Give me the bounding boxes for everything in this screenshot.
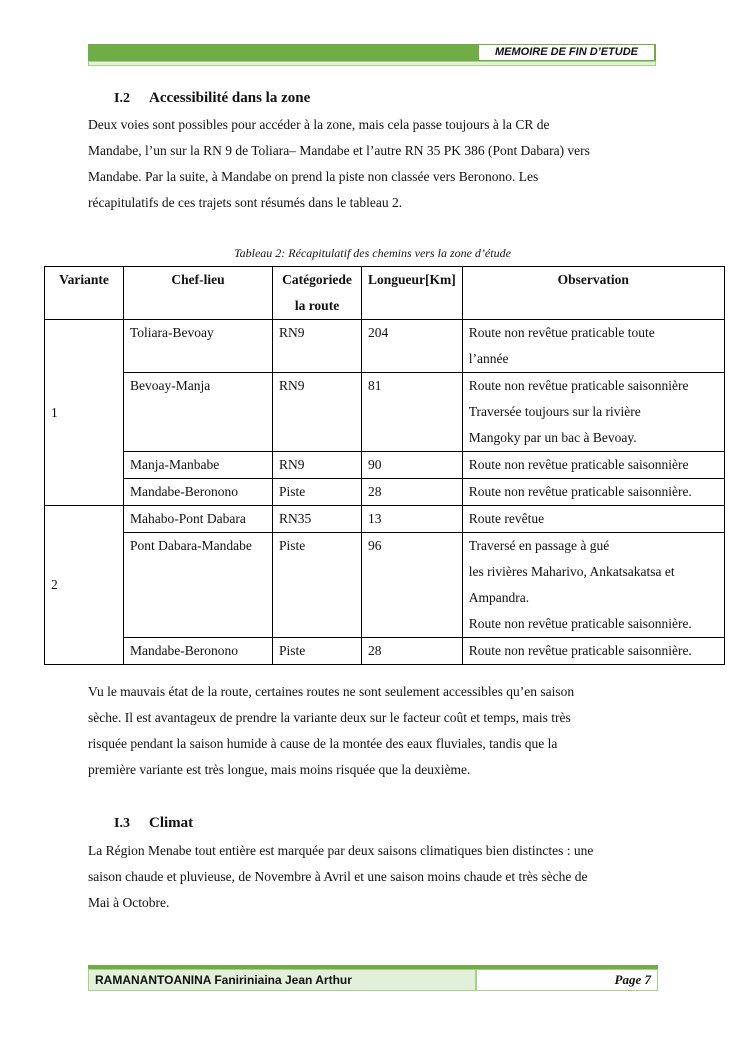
cell-observation (462, 506, 724, 533)
footer-page-number: Page 7 (476, 969, 658, 991)
footer-author: RAMANANTOANINA Faniriniaina Jean Arthur (88, 969, 476, 991)
observation-line: Route non revêtue praticable saisonnière. (468, 484, 692, 499)
observation-line: Route non revêtue praticable saisonnière (468, 457, 689, 472)
header-categorie: Catégoriede la route (273, 267, 362, 320)
observation-line: Traversé en passage à gué (468, 538, 610, 553)
header-chef-lieu: Chef-lieu (124, 267, 273, 320)
text-line: récapitulatifs de ces trajets sont résumés dans le tableau 2. (88, 195, 403, 210)
section-title: Accessibilité dans la zone (149, 90, 311, 106)
cell-categorie: RN9 (273, 373, 362, 452)
header-longueur: Longueur[Km] (362, 267, 463, 320)
cell-observation (462, 533, 724, 638)
header-title: MEMOIRE DE FIN D’ETUDE (478, 44, 655, 61)
cell-observation (462, 638, 724, 665)
observation-line: les rivières Maharivo, Ankatsakatsa et (468, 564, 675, 579)
cell-longueur: 96 (362, 533, 463, 638)
cell-longueur: 90 (362, 452, 463, 479)
text-line: Deux voies sont possibles pour accéder à la zone, mais cela passe toujours à la CR de (88, 117, 550, 132)
cell-longueur: 28 (362, 479, 463, 506)
observation-line: Traversée toujours sur la rivière (468, 404, 641, 419)
header-variante: Variante (45, 267, 124, 320)
cell-longueur: 81 (362, 373, 463, 452)
section-title: Climat (149, 815, 194, 831)
paragraph (88, 838, 593, 916)
cell-variante: 2 (45, 506, 124, 665)
observation-line: Route non revêtue praticable saisonnière. (468, 643, 692, 658)
text-line: première variante est très longue, mais moins risquée que la deuxième. (88, 762, 471, 777)
text-line: Mandabe, l’un sur la RN 9 de Toliara– Mandabe et l’autre RN 35 PK 386 (Pont Dabara) vers (88, 143, 590, 158)
paragraph (88, 112, 590, 216)
cell-chef-lieu: Toliara-Bevoay (124, 320, 273, 373)
cell-longueur: 28 (362, 638, 463, 665)
cell-categorie: Piste (273, 533, 362, 638)
cell-categorie: RN9 (273, 320, 362, 373)
table-row (45, 506, 725, 533)
header-underline (88, 61, 656, 66)
observation-line: Route non revêtue praticable toute (468, 325, 655, 340)
table-row (45, 452, 725, 479)
table-row (45, 320, 725, 373)
cell-observation (462, 452, 724, 479)
cell-chef-lieu: Bevoay-Manja (124, 373, 273, 452)
cell-chef-lieu: Mandabe-Beronono (124, 638, 273, 665)
table-caption: Tableau 2: Récapitulatif des chemins vers la zone d’étude (234, 246, 511, 260)
observation-line: Route non revêtue praticable saisonnière (468, 378, 689, 393)
text-line: saison chaude et pluvieuse, de Novembre à Avril et une saison moins chaude et très sèche de (88, 869, 588, 884)
header-observation: Observation (462, 267, 724, 320)
cell-observation (462, 320, 724, 373)
section-heading (114, 90, 310, 107)
observation-line: l’année (468, 351, 509, 366)
text-line: La Région Menabe tout entière est marquée par deux saisons climatiques bien distinctes : une (88, 843, 594, 858)
section-heading (114, 815, 193, 832)
observation-line: Route non revêtue praticable saisonnière. (468, 616, 692, 631)
table-row (45, 479, 725, 506)
table-row (45, 373, 725, 452)
table-header-row (45, 267, 725, 320)
observation-line: Ampandra. (468, 590, 530, 605)
section-number: I.2 (114, 91, 130, 106)
observation-line: Mangoky par un bac à Bevoay. (468, 430, 637, 445)
cell-chef-lieu: Mandabe-Beronono (124, 479, 273, 506)
cell-observation (462, 373, 724, 452)
cell-chef-lieu: Manja-Manbabe (124, 452, 273, 479)
cell-variante: 1 (45, 320, 124, 506)
cell-categorie: Piste (273, 638, 362, 665)
cell-categorie: RN35 (273, 506, 362, 533)
table-row (45, 638, 725, 665)
cell-categorie: Piste (273, 479, 362, 506)
cell-longueur: 204 (362, 320, 463, 373)
text-line: Mai à Octobre. (88, 895, 170, 910)
table-row (45, 533, 725, 638)
text-line: Vu le mauvais état de la route, certaines routes ne sont seulement accessibles qu’en saison (88, 684, 575, 699)
cell-observation (462, 479, 724, 506)
cell-chef-lieu: Mahabo-Pont Dabara (124, 506, 273, 533)
text-line: risquée pendant la saison humide à cause de la montée des eaux fluviales, tandis que la (88, 736, 558, 751)
section-number: I.3 (114, 816, 130, 831)
observation-line: Route revêtue (468, 511, 545, 526)
cell-categorie: RN9 (273, 452, 362, 479)
paragraph (88, 679, 574, 783)
routes-table (44, 266, 725, 665)
text-line: sèche. Il est avantageux de prendre la variante deux sur le facteur coût et temps, mais très (88, 710, 571, 725)
text-line: Mandabe. Par la suite, à Mandabe on prend la piste non classée vers Beronono. Les (88, 169, 539, 184)
cell-chef-lieu: Pont Dabara-Mandabe (124, 533, 273, 638)
cell-longueur: 13 (362, 506, 463, 533)
